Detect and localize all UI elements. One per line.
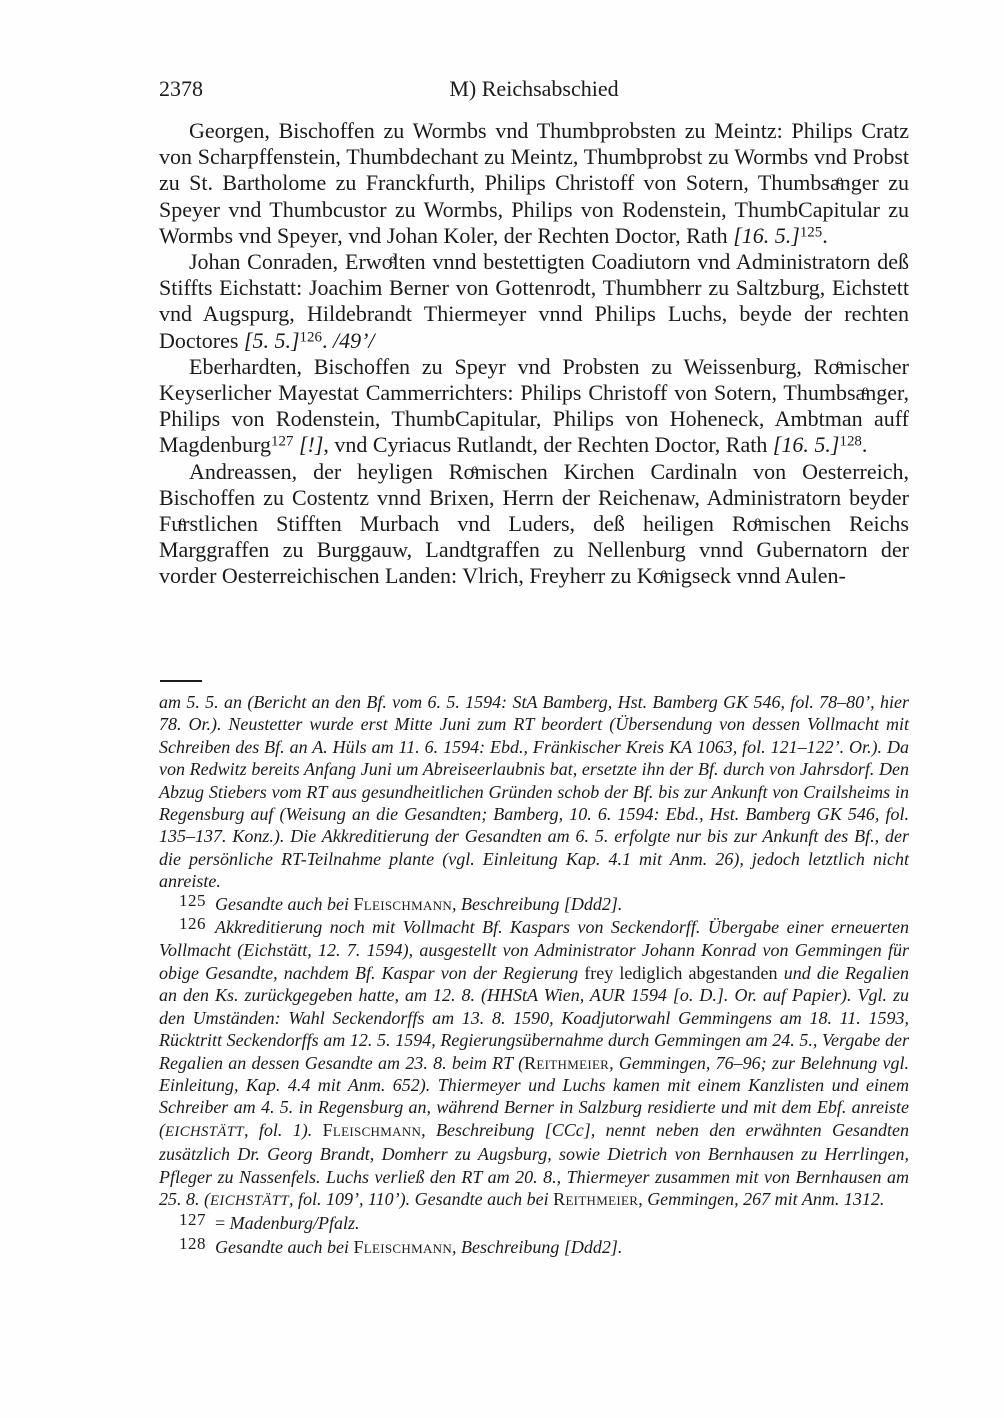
body-text-block [159, 118, 909, 590]
footnote-number: 126 [179, 914, 206, 934]
footnote-125 [159, 890, 909, 916]
footnote-continuation [159, 691, 909, 893]
footnote-separator-rule [160, 680, 202, 682]
body-paragraph: Georgen, Bischoffen zu Wormbs vnd Thumbprobsten zu Meintz: Philips Cratz von Scharpffenstein, Thumbdechant zu Meintz, Thumbprobst zu Wormbs vnd Probst zu St. Bartholome zu Franckfurth, Philips Christoff von Sotern, Thumbsaͤnger zu Speyer vnd Thumbcustor zu Wormbs, Philips von Rodenstein, ThumbCapitular zu Wormbs vnd Speyer, vnd Johan Koler, der Rechten Doctor, Rath [16. 5.]$^{125}$. [159, 118, 909, 248]
footnote-text: Gesandte auch bei Fleischmann, Beschreibung [Ddd2]. [215, 1236, 623, 1257]
body-paragraph: Eberhardten, Bischoffen zu Speyr vnd Probsten zu Weissenburg, Roͤmischer Keyserlicher Mayestat Cammerrichters: Philips Christoff von Sotern, Thumbsaͤnger, Philips von Rodenstein, ThumbCapitular, Philips von Hoheneck, Ambtman auff Magdenburg$^{127}$ [!], vnd Cyriacus Rutlandt, der Rechten Doctor, Rath [16. 5.]$^{128}$. [159, 353, 909, 458]
footnote-text: = Madenburg/Pfalz. [215, 1213, 360, 1234]
footnote-126 [159, 916, 909, 1212]
footnote-128 [159, 1233, 909, 1259]
footnote-text: Akkreditierung noch mit Vollmacht Bf. Kaspars von Seckendorff. Übergabe einer erneuerten Vollmacht (Eichstätt, 12. 7. 1594), ausgestellt von Administrator Johann Konrad von Gemmingen für obige Gesandte, nachdem Bf. Kaspar von der Regierung frey lediglich abgestanden und die Regalien an den Ks. zurückgegeben hatte, am 12. 8. (HHStA Wien, AUR 1594 [o. D.]. Or. auf Papier). Vgl. zu den Umständen: Wahl Seckendorffs am 13. 8. 1590, Koadjutorwahl Gemmingens am 18. 11. 1593, Rücktritt Seckendorffs am 12. 5. 1594, Regierungsübernahme durch Gemmingen am 24. 5., Vergabe der Regalien an dessen Gesandte am 23. 8. beim RT (Reithmeier, Gemmingen, 76–96; zur Belehnung vgl. Einleitung, Kap. 4.4 mit Anm. 652). Thiermeyer und Luchs kamen mit einem Kanzlisten und einem Schreiber am 4. 5. in Regensburg an, während Berner in Salzburg residierte und mit dem Ebf. anreiste (EICHSTÄTT, fol. 1). Fleischmann, Beschreibung [CCc], nennt neben den erwähnten Gesandten zusätzlich Dr. Georg Brandt, Domherr zu Augsburg, sowie Dietrich von Bernhausen zu Herrlingen, Pfleger zu Nassenfels. Luchs verließ den RT am 20. 8., Thiermeyer zusammen mit von Bernhausen am 25. 8. (EICHSTÄTT, fol. 109’, 110’). Gesandte auch bei Reithmeier, Gemmingen, 267 mit Anm. 1312. [159, 917, 910, 1209]
body-paragraph: Johan Conraden, Erwoͤlten vnnd bestettigten Coadiutorn vnd Administratorn deß Stiffts Eichstatt: Joachim Berner von Gottenrodt, Thumbherr zu Saltzburg, Eichstett vnd Augspurg, Hildebrandt Thiermeyer vnnd Philips Luchs, beyde der rechten Doctores [5. 5.]$^{126}$. /49’/ [159, 249, 909, 353]
footnote-127 [159, 1212, 909, 1235]
footnotes-block [159, 691, 909, 1259]
footnote-text: Gesandte auch bei Fleischmann, Beschreibung [Ddd2]. [215, 893, 623, 914]
page-number: 2378 [159, 76, 203, 101]
running-title: M) Reichsabschied [449, 76, 619, 101]
footnote-number: 127 [179, 1210, 206, 1230]
footnote-number: 125 [179, 890, 206, 910]
footnote-text: am 5. 5. an (Bericht an den Bf. vom 6. 5. 1594: StA Bamberg, Hst. Bamberg GK 546, fol. 78–80’, hier 78. Or.). Neustetter wurde erst Mitte Juni zum RT beordert (Übersendung von dessen Vollmacht mit Schreiben des Bf. an A. Hüls am 11. 6. 1594: Ebd., Fränkischer Kreis KA 1063, fol. 121–122’. Or.). Da von Redwitz bereits Anfang Juni um Abreiseerlaubnis bat, ersetzte ihn der Bf. durch von Jahrsdorf. Den Abzug Stiebers vom RT aus gesundheitlichen Gründen schob der Bf. bis zur Ankunft von Crailsheims in Regensburg auf (Weisung an die Gesandten; Bamberg, 10. 6. 1594: Ebd., Hst. Bamberg GK 546, fol. 135–137. Konz.). Die Akkreditierung der Gesandten am 6. 5. erfolgte nur bis zur Ankunft des Bf., der die persönliche RT-Teilnahme plante (vgl. Einleitung Kap. 4.1 mit Anm. 26), jedoch letztlich nicht anreiste. [159, 692, 909, 892]
body-paragraph: Andreassen, der heyligen Roͤmischen Kirchen Cardinaln von Oesterreich, Bischoffen zu Costentz vnnd Brixen, Herrn der Reichenaw, Administratorn beyder Fuͤrstlichen Stifften Murbach vnd Luders, deß heiligen Roͤmischen Reichs Marggraffen zu Burggauw, Landtgraffen zu Nellenburg vnnd Gubernatorn der vorder Oesterreichischen Landen: Vlrich, Freyherr zu Koͤnigseck vnnd Aulen- [159, 458, 909, 589]
running-head [159, 76, 909, 102]
footnote-number: 128 [179, 1233, 206, 1253]
